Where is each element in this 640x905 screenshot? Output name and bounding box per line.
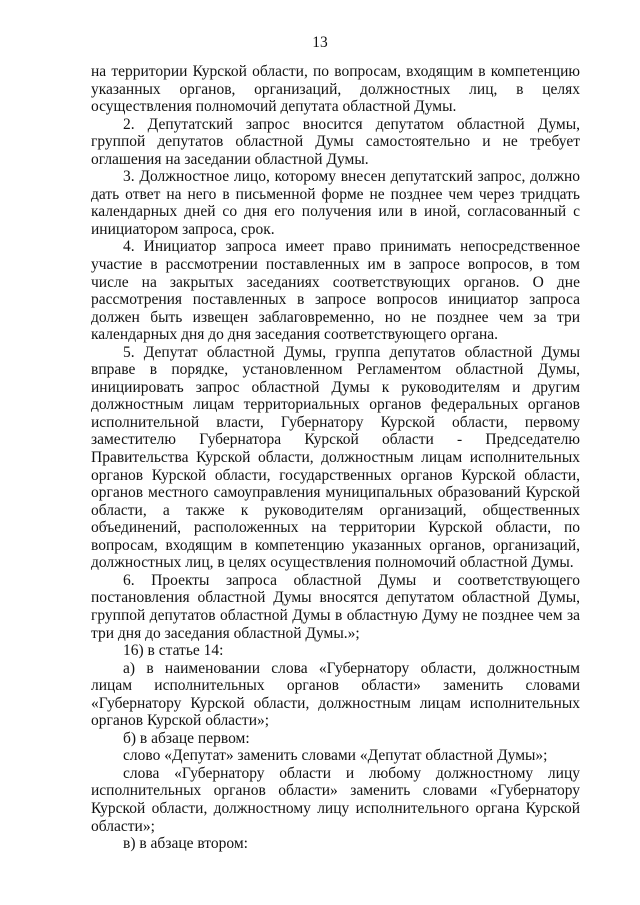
paragraph-replace-deputy: слово «Депутат» заменить словами «Депутат областной Думы»; — [123, 747, 548, 765]
paragraph-clause-2: 2. Депутатский запрос вносится депутатом областной Думы, группой депутатов областной Думы самостоятельно и не требует оглашения на заседании областной Думы. — [91, 115, 580, 168]
paragraph-clause-5: 5. Депутат областной Думы, группа депутатов областной Думы вправе в порядке, установленном Регламентом областной Думы, инициировать запрос областной Думы к руководителям и другим должностным лицам территориальных органов федеральных органов исполнительной власти, Губернатору Курской области, первому заместителю Губернатора Курской области - Председателю Правительства Курской области, должностным лицам исполнительных органов Курской области, государственных органов Курской области, органов местного самоуправления муниципальных образований Курской области, а также к руководителям организаций, общественных объединений, расположенных на территории Курской области, по вопросам, входящим в компетенцию указанных органов, организаций, должностных лиц, в целях осуществления полномочий областной Думы. — [91, 343, 580, 572]
paragraph-subitem-b: б) в абзаце первом: — [123, 729, 250, 747]
page-number: 13 — [312, 34, 328, 51]
paragraph-subitem-v: в) в абзаце втором: — [123, 835, 248, 853]
document-body — [91, 63, 580, 853]
paragraph-replace-governor: слова «Губернатору области и любому должностному лицу исполнительных органов области» заменить словами «Губернатору Курской области, должностному лицу исполнительного органа Курской области»; — [91, 764, 580, 835]
paragraph-continuation: на территории Курской области, по вопросам, входящим в компетенцию указанных органов, организаций, должностных лиц, в целях осуществления полномочий депутата областной Думы. — [91, 63, 580, 116]
paragraph-subitem-a: а) в наименовании слова «Губернатору области, должностным лицам исполнительных органов области» заменить словами «Губернатору Курской области, должностным лицам исполнительных органов Курской области»; — [91, 659, 580, 730]
paragraph-clause-6: 6. Проекты запроса областной Думы и соответствующего постановления областной Думы вносятся депутатом областной Думы, группой депутатов областной Думы в областную Думу не позднее чем за три дня до заседания областной Думы.»; — [91, 571, 580, 642]
paragraph-clause-3: 3. Должностное лицо, которому внесен депутатский запрос, должно дать ответ на него в письменной форме не позднее чем через тридцать календарных дней со дня его получения или в иной, согласованный с инициатором запроса, срок. — [91, 168, 580, 238]
paragraph-clause-4: 4. Инициатор запроса имеет право принимать непосредственное участие в рассмотрении поставленных им в запросе вопросов, в том числе на закрытых заседаниях соответствующих органов. О дне рассмотрения поставленных в запросе вопросов инициатор запроса должен быть извещен заблаговременно, но не позднее чем за три календарных дня до дня заседания соответствующего органа. — [91, 238, 580, 344]
paragraph-item-16: 16) в статье 14: — [123, 642, 224, 660]
